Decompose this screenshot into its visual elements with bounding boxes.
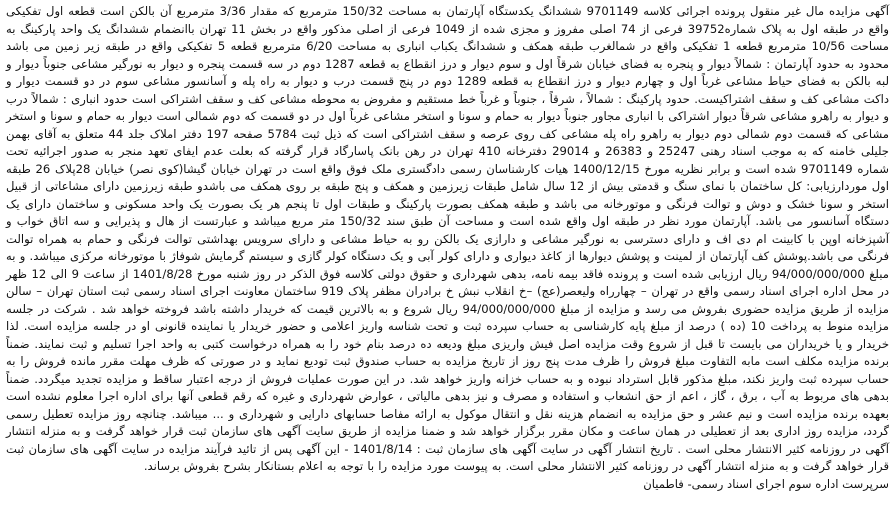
notice-body-text: آگهی مزایده مال غیر منقول پرونده اجرائی کلاسه 9701149 ششدانگ یکدستگاه آپارتمان به مساحت 150/32 مترمربع که مقدار 3/36 مترمربع آن بالکن است قطعه اول تفکیکی واقع در طبقه اول به پلاک شماره39752 فرعی از 74 اصلی مفروز و مجزی شده از 1049 فرعی از اصلی مذکور واقع در بخش 11 تهران باانضمام ششدانگ یک واحد پارکینگ به مساحت 10/56 مترمربع قطعه 1 تفکیکی واقع در شمالغرب طبقه همکف و ششدانگ یکباب انباری به مساحت 6/20 مترمربع قطعه 5 تفکیکی واقع در طبقه زیر زمین می باشد محدود به حدود آپارتمان : شمالاً دیوار و پنجره به فضای خیابان شرقاً اول و سوم دیوار و درز انقطاع به قطعه 1287 دوم در سه قسمت پنجره و دیوار به نورگیر مشاعی جنوباً دیوار و لبه بالکن به فضای حیاط مشاعی غرباً اول و چهارم دیوار و درز انقطاع به قطعه 1289 دوم در پنج قسمت درب و دیوار به راه پله و آسانسور مشاعی سوم در دو قسمت دیوار و داکت مشاعی کف و سقف اشتراکیست. حدود پارکینگ : شمالاً ، شرقاً ، جنوباً و غرباً خط مستقیم و مفروض به محوطه مشاعی کف و سقف اشتراکی است حدود انباری : شمالاً درب و دیوار به راهرو مشاعی شرقاً دیوار اشتراکی با انباری مجاور جنوباً دیوار به حمام و سونا و استخر مشاعی غرباً اول در دو قسمت که دوم شمالی است دیوار به حمام و سونا و استخر مشاعی که قسمت دوم شمالی دوم دیوار به راهرو راه پله مشاعی کف روی عرصه و سقف اشتراکی است که ذیل ثبت 5784 صفحه 197 دفتر املاک جلد 44 متعلق به آقای بهمن جلیلی خامنه که به موجب اسناد رهنی 25247 و 26383 و 29014 دفترخانه 410 تهران در رهن بانک پاسارگاد قرار گرفته که بعلت عدم ایفای تعهد منجر به صدور اجرائیه تحت شماره 9701149 شده است و برابر نظریه مورخ 1400/12/15 هیات کارشناسان رسمی دادگستری ملک فوق واقع است در تهران خیابان گیشا(کوی نصر) خیابان 28پلاک 26 طبقه اول موردارزیابی: کل ساختمان با نمای سنگ و قدمتی بیش از 12 سال شامل طبقات زیرزمین و همکف و پنج طبقه بر روی همکف می باشدو طبقه زیرزمین دارای مشاعاتی از قبیل استخر و سونا خشک و دوش و توالت فرنگی و موتورخانه می باشد و طبقه همکف بصورت پارکینگ و طبقات اول تا پنجم هر یک بصورت یک واحد مسکونی و ساختمان دارای یک دستگاه آسانسور می باشد. آپارتمان مورد نظر در طبقه اول واقع شده است و مساحت آن طبق سند 150/32 متر مربع میباشد و عبارتست از هال و پذیرایی و سه اتاق خواب و آشپزخانه اوپن با کابینت ام دی اف و دارای دسترسی به نورگیر مشاعی و دارازی یک بالکن رو به حیاط مشاعی و دارای سرویس بهداشتی توالت فرنگی و حمام به همراه توالت فرنگی می باشد.پوشش کف آپارتمان از لمینت و پوشش دیوارها از کاغذ دیواری و دارای کولر آبی و یک دستگاه کولر گازی و سیستم گرمایش شوفاژ با موتورخانه مرکزی میباشد. و به مبلغ 94/000/000/000 ریال ارزیابی شده است و پرونده فاقد بیمه نامه، بدهی شهرداری و حقوق دولتی کلاسه فوق الذکر در روز شنبه مورخ 1401/8/28 از ساعت 9 الی 12 ظهر در محل اداره اجرای اسناد رسمی واقع در تهران – چهارراه ولیعصر(عج) –خ انقلاب نبش خ برادران مظفر پلاک 919 ساختمان معاونت اجرای اسناد رسمی ثبت استان تهران – سالن مزایده از طریق مزایده حضوری بفروش می رسد و مزایده از مبلغ 94/000/000/000 ریال شروع و به بالاترین قیمت که خریدار داشته باشد فروخته خواهد شد . شرکت در جلسه مزایده منوط به پرداخت 10 (ده ) درصد از مبلغ پایه کارشناسی به حساب سپرده ثبت و تحت شناسه واریز اعلامی و حضور خریدار یا نماینده قانونی او در جلسه مزایده است. لذا خریدار و یا خریداران می بایست تا قبل از شروع وقت مزایده اصل فیش واریزی مبلغ ودیعه ده درصد بنام خود را به همراه درخواست کتبی به واحد اجرا تسلیم و ثبت نمایند. ضمناً برنده مزایده مکلف است مابه التفاوت مبلغ فروش را ظرف مدت پنج روز از تاریخ مزایده به حساب صندوق ثبت تودیع نماید و در صورتی که ظرف مهلت مقرر مانده فروش را به حساب سپرده ثبت واریز نکند، مبلغ مذکور قابل استرداد نبوده و به حساب خزانه واریز خواهد شد. در این صورت عملیات فروش از درجه اعتبار ساقط و مزایده تجدید میگردد. ضمناً بدهی های مربوط به آب ، برق ، گاز ، اعم از حق انشعاب و استفاده و مصرف و نیز بدهی مالیاتی ، عوارض شهرداری و غیره که رقم قطعی آنها برای اداره اجرا معلوم نشده است بعهده برنده مزایده است و نیم عشر و حق مزایده به انضمام هزینه نقل و انتقال موکول به ارائه مفاصا حسابهای دارایی و شهرداری و ... میباشد. چنانچه روز مزایده تعطیل رسمی گردد، مزایده روز اداری بعد از تعطیلی در همان ساعت و مکان مقرر برگزار خواهد شد و ضمنا مزایده از طریق سایت آگهی های سازمان ثبت قرار خواهد گرفت و به منزله انتشار آگهی در روزنامه کثیر الانتشار محلی است . تاریخ انتشار آگهی در سایت آگهی های سازمان ثبت : 1401/8/14 - این آگهی پس از تائید فرآیند مزایده در سایت آگهی های سازمان ثبت قرار خواهد گرفت و به منزله انتشار آگهی در روزنامه کثیر الانتشار محلی است. به پیوست مورد مزایده را با توجه به اعلام بستانکار بشرح بفروش برساند. [6,4,890,473]
notice-signature: سرپرست اداره سوم اجرای اسناد رسمی- فاطمیان [643,476,889,491]
